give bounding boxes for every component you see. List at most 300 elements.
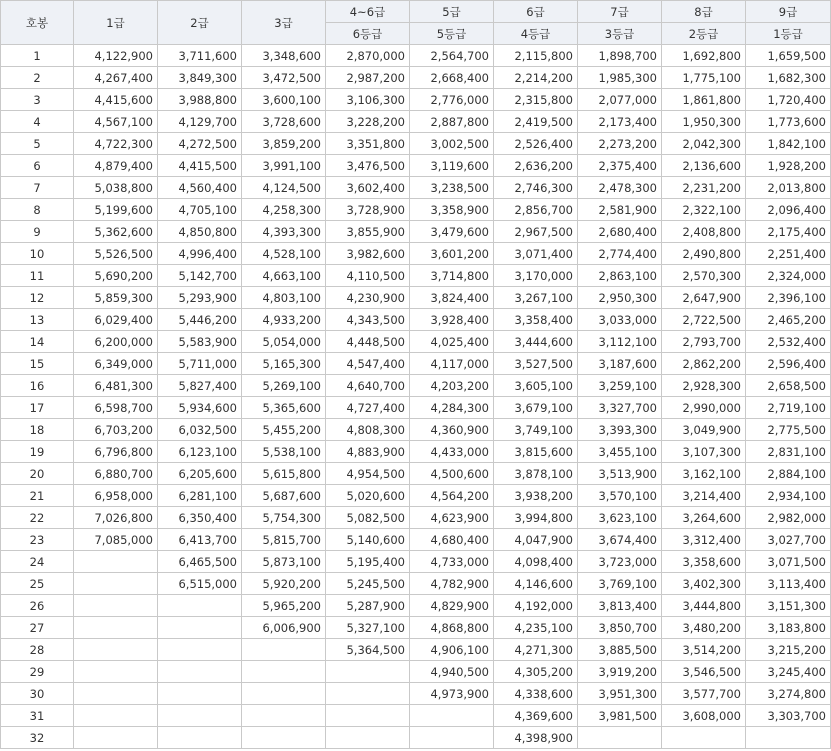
- salary-cell: 5,446,200: [158, 309, 242, 331]
- salary-cell: 3,674,400: [578, 529, 662, 551]
- salary-cell: 4,117,000: [410, 353, 494, 375]
- salary-cell: [158, 683, 242, 705]
- salary-cell: 2,884,100: [746, 463, 831, 485]
- table-row: [1, 67, 831, 89]
- table-row: [1, 705, 831, 727]
- salary-cell: 5,140,600: [326, 529, 410, 551]
- salary-cell: 5,293,900: [158, 287, 242, 309]
- step-cell: 22: [1, 507, 74, 529]
- salary-cell: 5,526,500: [74, 243, 158, 265]
- salary-cell: 4,272,500: [158, 133, 242, 155]
- salary-cell: 3,402,300: [662, 573, 746, 595]
- salary-cell: 3,358,900: [410, 199, 494, 221]
- salary-cell: [74, 683, 158, 705]
- header-grade-3: 3급: [242, 1, 326, 45]
- salary-cell: 5,859,300: [74, 287, 158, 309]
- salary-cell: 1,842,100: [746, 133, 831, 155]
- salary-cell: 2,570,300: [662, 265, 746, 287]
- salary-cell: 3,071,400: [494, 243, 578, 265]
- salary-cell: 2,870,000: [326, 45, 410, 67]
- salary-cell: 3,107,300: [662, 441, 746, 463]
- salary-cell: 4,640,700: [326, 375, 410, 397]
- salary-cell: 5,038,800: [74, 177, 158, 199]
- salary-cell: 6,880,700: [74, 463, 158, 485]
- salary-cell: 2,987,200: [326, 67, 410, 89]
- table-row: [1, 661, 831, 683]
- salary-cell: 4,271,300: [494, 639, 578, 661]
- salary-cell: 6,205,600: [158, 463, 242, 485]
- salary-cell: 4,098,400: [494, 551, 578, 573]
- table-row: [1, 331, 831, 353]
- salary-cell: 2,950,300: [578, 287, 662, 309]
- salary-cell: 5,827,400: [158, 375, 242, 397]
- salary-cell: 4,879,400: [74, 155, 158, 177]
- salary-cell: 7,085,000: [74, 529, 158, 551]
- salary-cell: 3,264,600: [662, 507, 746, 529]
- salary-cell: 4,727,400: [326, 397, 410, 419]
- step-cell: 3: [1, 89, 74, 111]
- salary-cell: 2,746,300: [494, 177, 578, 199]
- salary-cell: 2,315,800: [494, 89, 578, 111]
- step-cell: 19: [1, 441, 74, 463]
- salary-cell: 3,600,100: [242, 89, 326, 111]
- step-cell: 20: [1, 463, 74, 485]
- salary-cell: 4,883,900: [326, 441, 410, 463]
- salary-cell: 3,981,500: [578, 705, 662, 727]
- salary-cell: 3,002,500: [410, 133, 494, 155]
- step-cell: 29: [1, 661, 74, 683]
- header-grade-4-6: 4~6급: [326, 1, 410, 23]
- salary-cell: 4,940,500: [410, 661, 494, 683]
- salary-cell: 3,327,700: [578, 397, 662, 419]
- step-cell: 28: [1, 639, 74, 661]
- salary-cell: 5,815,700: [242, 529, 326, 551]
- salary-cell: 2,990,000: [662, 397, 746, 419]
- header-grade-5: 5급: [410, 1, 494, 23]
- salary-cell: 3,679,100: [494, 397, 578, 419]
- salary-cell: 4,722,300: [74, 133, 158, 155]
- salary-cell: 3,849,300: [158, 67, 242, 89]
- salary-cell: 3,312,400: [662, 529, 746, 551]
- salary-cell: 2,647,900: [662, 287, 746, 309]
- table-row: [1, 639, 831, 661]
- salary-cell: 4,230,900: [326, 287, 410, 309]
- header-grade-9: 9급: [746, 1, 831, 23]
- salary-cell: 4,047,900: [494, 529, 578, 551]
- salary-cell: 4,850,800: [158, 221, 242, 243]
- salary-cell: 3,577,700: [662, 683, 746, 705]
- table-row: [1, 199, 831, 221]
- salary-cell: 5,364,500: [326, 639, 410, 661]
- salary-cell: 1,775,100: [662, 67, 746, 89]
- salary-cell: 3,824,400: [410, 287, 494, 309]
- salary-cell: 3,480,200: [662, 617, 746, 639]
- salary-cell: 5,583,900: [158, 331, 242, 353]
- salary-cell: 2,928,300: [662, 375, 746, 397]
- step-cell: 10: [1, 243, 74, 265]
- salary-cell: 2,934,100: [746, 485, 831, 507]
- salary-cell: 5,711,000: [158, 353, 242, 375]
- salary-cell: 1,692,800: [662, 45, 746, 67]
- table-row: [1, 419, 831, 441]
- salary-cell: 3,071,500: [746, 551, 831, 573]
- salary-cell: 5,327,100: [326, 617, 410, 639]
- salary-cell: [158, 617, 242, 639]
- table-row: [1, 155, 831, 177]
- salary-cell: 4,398,900: [494, 727, 578, 749]
- salary-cell: 3,728,900: [326, 199, 410, 221]
- salary-cell: 4,547,400: [326, 353, 410, 375]
- salary-cell: 4,567,100: [74, 111, 158, 133]
- salary-cell: 6,200,000: [74, 331, 158, 353]
- salary-cell: 2,831,100: [746, 441, 831, 463]
- salary-cell: [746, 727, 831, 749]
- salary-cell: 1,898,700: [578, 45, 662, 67]
- step-cell: 31: [1, 705, 74, 727]
- salary-cell: 3,444,600: [494, 331, 578, 353]
- salary-cell: 2,668,400: [410, 67, 494, 89]
- salary-cell: 3,455,100: [578, 441, 662, 463]
- salary-cell: 3,878,100: [494, 463, 578, 485]
- table-row: [1, 683, 831, 705]
- header-grade-7: 7급: [578, 1, 662, 23]
- salary-cell: 2,251,400: [746, 243, 831, 265]
- header-rank-1: 1등급: [746, 23, 831, 45]
- salary-cell: 4,343,500: [326, 309, 410, 331]
- salary-cell: 5,054,000: [242, 331, 326, 353]
- table-row: [1, 529, 831, 551]
- step-cell: 8: [1, 199, 74, 221]
- salary-cell: 3,570,100: [578, 485, 662, 507]
- salary-cell: 3,479,600: [410, 221, 494, 243]
- salary-cell: 2,273,200: [578, 133, 662, 155]
- salary-cell: 2,408,800: [662, 221, 746, 243]
- header-grade-1: 1급: [74, 1, 158, 45]
- salary-cell: 3,991,100: [242, 155, 326, 177]
- salary-cell: 2,719,100: [746, 397, 831, 419]
- salary-cell: 4,284,300: [410, 397, 494, 419]
- salary-cell: [326, 683, 410, 705]
- salary-cell: 2,096,400: [746, 199, 831, 221]
- salary-cell: 6,703,200: [74, 419, 158, 441]
- step-cell: 5: [1, 133, 74, 155]
- salary-cell: 3,183,800: [746, 617, 831, 639]
- salary-cell: 3,527,500: [494, 353, 578, 375]
- table-header: [1, 1, 831, 45]
- header-rank-4: 4등급: [494, 23, 578, 45]
- salary-cell: 3,988,800: [158, 89, 242, 111]
- salary-cell: [74, 595, 158, 617]
- table-row: [1, 309, 831, 331]
- salary-cell: 3,476,500: [326, 155, 410, 177]
- step-cell: 6: [1, 155, 74, 177]
- salary-cell: [158, 661, 242, 683]
- salary-cell: 2,776,000: [410, 89, 494, 111]
- step-cell: 25: [1, 573, 74, 595]
- salary-cell: 2,658,500: [746, 375, 831, 397]
- salary-cell: 3,728,600: [242, 111, 326, 133]
- salary-cell: 5,538,100: [242, 441, 326, 463]
- header-hobong: 호봉: [1, 1, 74, 45]
- salary-cell: 4,415,600: [74, 89, 158, 111]
- salary-cell: 3,938,200: [494, 485, 578, 507]
- salary-cell: 4,338,600: [494, 683, 578, 705]
- salary-cell: 5,199,600: [74, 199, 158, 221]
- step-cell: 4: [1, 111, 74, 133]
- table-row: [1, 375, 831, 397]
- salary-cell: 3,033,000: [578, 309, 662, 331]
- salary-cell: 3,119,600: [410, 155, 494, 177]
- header-rank-2: 2등급: [662, 23, 746, 45]
- salary-cell: [410, 705, 494, 727]
- salary-cell: 3,859,200: [242, 133, 326, 155]
- salary-cell: 4,369,600: [494, 705, 578, 727]
- step-cell: 7: [1, 177, 74, 199]
- step-cell: 12: [1, 287, 74, 309]
- salary-cell: 4,415,500: [158, 155, 242, 177]
- salary-cell: 2,856,700: [494, 199, 578, 221]
- salary-cell: 2,526,400: [494, 133, 578, 155]
- salary-cell: 3,769,100: [578, 573, 662, 595]
- salary-cell: 4,203,200: [410, 375, 494, 397]
- salary-cell: 3,951,300: [578, 683, 662, 705]
- table-row: [1, 551, 831, 573]
- salary-cell: 3,348,600: [242, 45, 326, 67]
- step-cell: 9: [1, 221, 74, 243]
- salary-cell: 5,362,600: [74, 221, 158, 243]
- salary-cell: 6,350,400: [158, 507, 242, 529]
- salary-cell: 3,358,600: [662, 551, 746, 573]
- salary-cell: [326, 727, 410, 749]
- salary-cell: 4,258,300: [242, 199, 326, 221]
- salary-cell: 2,322,100: [662, 199, 746, 221]
- salary-cell: 2,375,400: [578, 155, 662, 177]
- salary-cell: 4,146,600: [494, 573, 578, 595]
- table-row: [1, 45, 831, 67]
- salary-cell: 5,615,800: [242, 463, 326, 485]
- salary-cell: 3,714,800: [410, 265, 494, 287]
- step-cell: 2: [1, 67, 74, 89]
- salary-cell: 4,124,500: [242, 177, 326, 199]
- salary-cell: 3,351,800: [326, 133, 410, 155]
- salary-cell: 4,129,700: [158, 111, 242, 133]
- salary-cell: 3,358,400: [494, 309, 578, 331]
- header-grade-6: 6급: [494, 1, 578, 23]
- salary-cell: 4,803,100: [242, 287, 326, 309]
- salary-cell: 2,967,500: [494, 221, 578, 243]
- salary-cell: 5,195,400: [326, 551, 410, 573]
- step-cell: 15: [1, 353, 74, 375]
- salary-cell: 7,026,800: [74, 507, 158, 529]
- step-cell: 1: [1, 45, 74, 67]
- table-row: [1, 243, 831, 265]
- salary-cell: 6,598,700: [74, 397, 158, 419]
- salary-cell: 6,958,000: [74, 485, 158, 507]
- salary-cell: 1,985,300: [578, 67, 662, 89]
- salary-cell: 6,413,700: [158, 529, 242, 551]
- table-row: [1, 463, 831, 485]
- salary-cell: 2,324,000: [746, 265, 831, 287]
- salary-cell: 4,360,900: [410, 419, 494, 441]
- salary-cell: 4,954,500: [326, 463, 410, 485]
- salary-cell: 4,906,100: [410, 639, 494, 661]
- salary-cell: 3,885,500: [578, 639, 662, 661]
- salary-cell: 2,478,300: [578, 177, 662, 199]
- salary-cell: 5,287,900: [326, 595, 410, 617]
- step-cell: 26: [1, 595, 74, 617]
- salary-cell: [158, 595, 242, 617]
- salary-cell: 4,564,200: [410, 485, 494, 507]
- salary-cell: [242, 705, 326, 727]
- salary-cell: 2,175,400: [746, 221, 831, 243]
- salary-cell: 2,465,200: [746, 309, 831, 331]
- salary-cell: 2,775,500: [746, 419, 831, 441]
- salary-cell: 3,982,600: [326, 243, 410, 265]
- salary-cell: 4,663,100: [242, 265, 326, 287]
- salary-cell: [74, 639, 158, 661]
- table-row: [1, 177, 831, 199]
- salary-cell: 3,813,400: [578, 595, 662, 617]
- salary-cell: [326, 705, 410, 727]
- salary-cell: 2,982,000: [746, 507, 831, 529]
- salary-cell: 2,774,400: [578, 243, 662, 265]
- salary-cell: 4,973,900: [410, 683, 494, 705]
- salary-cell: [662, 727, 746, 749]
- salary-cell: 2,862,200: [662, 353, 746, 375]
- salary-cell: 3,274,800: [746, 683, 831, 705]
- salary-cell: [242, 727, 326, 749]
- salary-cell: 5,873,100: [242, 551, 326, 573]
- salary-cell: [74, 661, 158, 683]
- salary-cell: 4,235,100: [494, 617, 578, 639]
- salary-cell: 4,110,500: [326, 265, 410, 287]
- salary-cell: 3,919,200: [578, 661, 662, 683]
- table-row: [1, 485, 831, 507]
- salary-cell: [578, 727, 662, 749]
- salary-cell: [242, 639, 326, 661]
- salary-cell: 2,419,500: [494, 111, 578, 133]
- table-row: [1, 595, 831, 617]
- salary-cell: 4,868,800: [410, 617, 494, 639]
- step-cell: 30: [1, 683, 74, 705]
- step-cell: 21: [1, 485, 74, 507]
- salary-cell: [74, 617, 158, 639]
- salary-cell: 1,682,300: [746, 67, 831, 89]
- salary-cell: 6,465,500: [158, 551, 242, 573]
- salary-cell: 3,601,200: [410, 243, 494, 265]
- table-row: [1, 397, 831, 419]
- salary-cell: 3,994,800: [494, 507, 578, 529]
- salary-cell: 6,032,500: [158, 419, 242, 441]
- table-row: [1, 507, 831, 529]
- salary-cell: 2,396,100: [746, 287, 831, 309]
- salary-cell: 2,042,300: [662, 133, 746, 155]
- salary-cell: 2,581,900: [578, 199, 662, 221]
- step-cell: 14: [1, 331, 74, 353]
- salary-cell: 5,269,100: [242, 375, 326, 397]
- table-body: [1, 45, 831, 749]
- salary-cell: 2,863,100: [578, 265, 662, 287]
- salary-cell: 2,596,400: [746, 353, 831, 375]
- table-row: [1, 353, 831, 375]
- salary-cell: 2,636,200: [494, 155, 578, 177]
- salary-cell: 4,305,200: [494, 661, 578, 683]
- salary-cell: 5,455,200: [242, 419, 326, 441]
- salary-cell: 6,029,400: [74, 309, 158, 331]
- step-cell: 11: [1, 265, 74, 287]
- salary-cell: 2,532,400: [746, 331, 831, 353]
- salary-cell: 5,020,600: [326, 485, 410, 507]
- salary-cell: 3,711,600: [158, 45, 242, 67]
- salary-cell: 3,151,300: [746, 595, 831, 617]
- step-cell: 13: [1, 309, 74, 331]
- salary-cell: 1,928,200: [746, 155, 831, 177]
- salary-cell: 3,113,400: [746, 573, 831, 595]
- salary-cell: 5,687,600: [242, 485, 326, 507]
- salary-cell: 3,514,200: [662, 639, 746, 661]
- salary-cell: 1,773,600: [746, 111, 831, 133]
- table-row: [1, 89, 831, 111]
- salary-cell: [74, 727, 158, 749]
- salary-cell: 5,690,200: [74, 265, 158, 287]
- salary-cell: 4,025,400: [410, 331, 494, 353]
- salary-cell: 3,214,400: [662, 485, 746, 507]
- salary-cell: 5,365,600: [242, 397, 326, 419]
- salary-cell: 1,950,300: [662, 111, 746, 133]
- salary-cell: 3,444,800: [662, 595, 746, 617]
- header-row-top: [1, 1, 831, 23]
- salary-cell: 3,472,500: [242, 67, 326, 89]
- salary-cell: 3,608,000: [662, 705, 746, 727]
- salary-cell: 4,192,000: [494, 595, 578, 617]
- step-cell: 16: [1, 375, 74, 397]
- salary-cell: 4,560,400: [158, 177, 242, 199]
- salary-cell: 4,623,900: [410, 507, 494, 529]
- step-cell: 18: [1, 419, 74, 441]
- step-cell: 24: [1, 551, 74, 573]
- header-rank-6: 6등급: [326, 23, 410, 45]
- salary-cell: 3,623,100: [578, 507, 662, 529]
- salary-cell: 3,723,000: [578, 551, 662, 573]
- salary-cell: 2,722,500: [662, 309, 746, 331]
- header-grade-2: 2급: [158, 1, 242, 45]
- salary-cell: 5,920,200: [242, 573, 326, 595]
- salary-cell: 6,349,000: [74, 353, 158, 375]
- salary-cell: 5,965,200: [242, 595, 326, 617]
- salary-cell: 6,006,900: [242, 617, 326, 639]
- salary-cell: 2,115,800: [494, 45, 578, 67]
- salary-cell: 2,173,400: [578, 111, 662, 133]
- table-row: [1, 727, 831, 749]
- salary-cell: 3,245,400: [746, 661, 831, 683]
- salary-cell: [158, 727, 242, 749]
- salary-cell: 3,267,100: [494, 287, 578, 309]
- salary-cell: 2,013,800: [746, 177, 831, 199]
- salary-cell: 3,815,600: [494, 441, 578, 463]
- header-grade-8: 8급: [662, 1, 746, 23]
- salary-cell: [158, 705, 242, 727]
- table-row: [1, 441, 831, 463]
- salary-cell: [74, 551, 158, 573]
- salary-cell: 3,605,100: [494, 375, 578, 397]
- step-cell: 23: [1, 529, 74, 551]
- salary-cell: 4,680,400: [410, 529, 494, 551]
- salary-cell: 3,049,900: [662, 419, 746, 441]
- table-row: [1, 265, 831, 287]
- salary-cell: 2,490,800: [662, 243, 746, 265]
- salary-cell: 5,245,500: [326, 573, 410, 595]
- salary-cell: 6,123,100: [158, 441, 242, 463]
